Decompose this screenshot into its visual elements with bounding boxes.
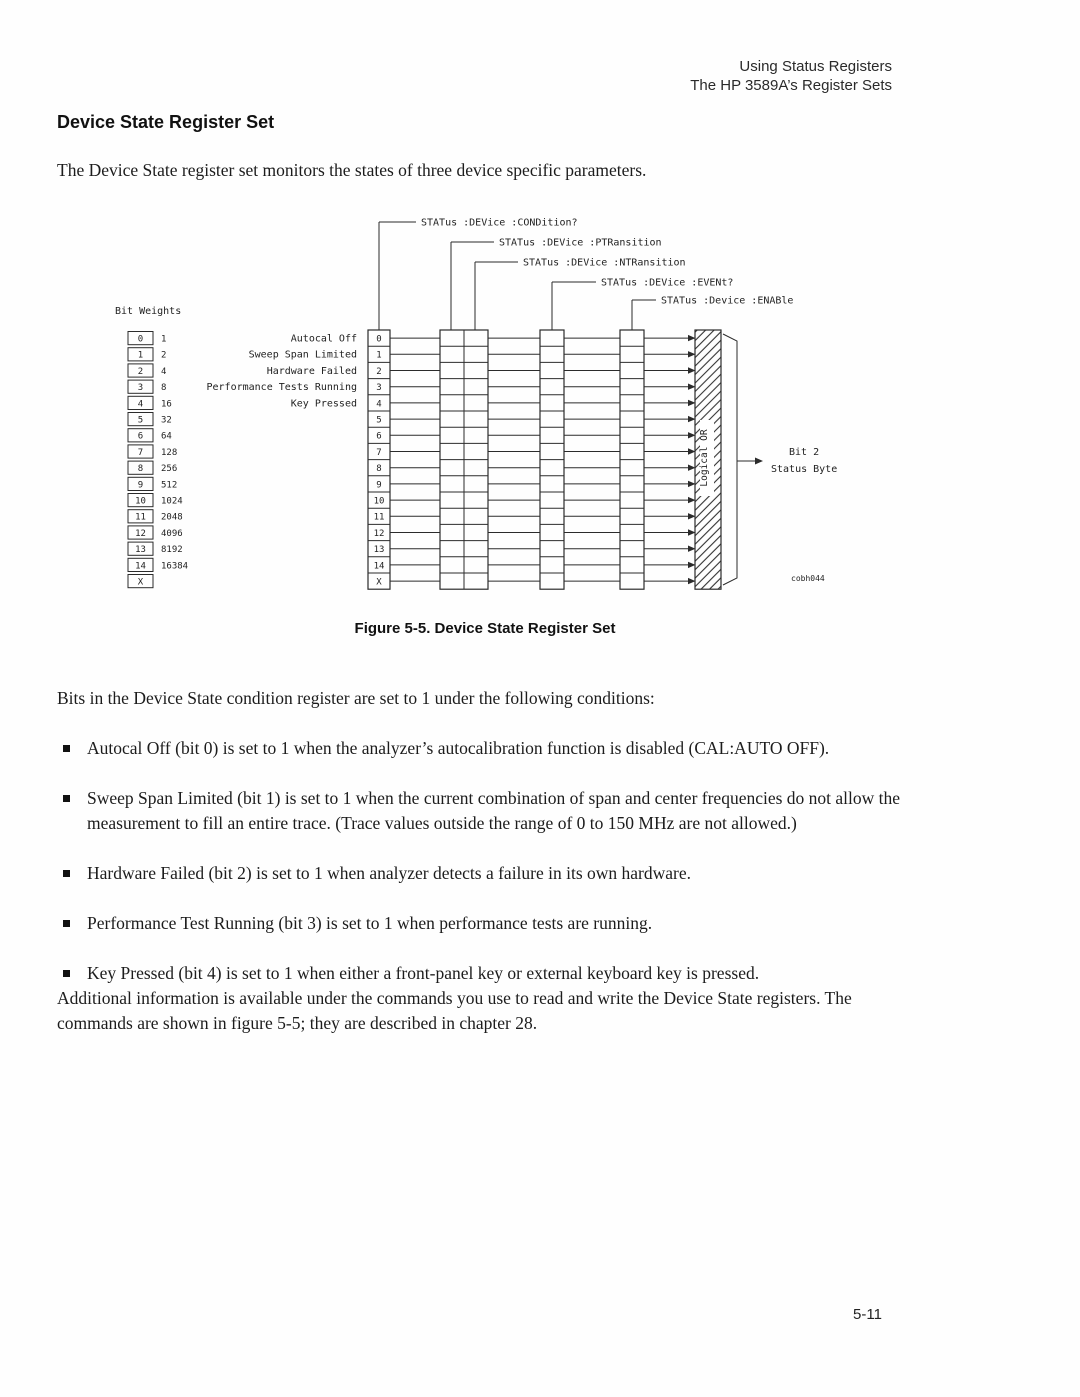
condition-register-bit-number: 0 xyxy=(376,334,382,345)
register-stack-grid xyxy=(368,346,390,573)
arrowhead-icon xyxy=(688,400,696,406)
section-title: Device State Register Set xyxy=(57,112,275,132)
arrowhead-icon xyxy=(688,481,696,487)
status-byte-bracket xyxy=(723,334,737,585)
bit-weights-title: Bit Weights xyxy=(115,306,182,317)
bit-function-label: Autocal Off xyxy=(290,333,357,345)
intro-paragraph: The Device State register set monitors the states of three device specific parameters. xyxy=(57,160,647,180)
figure-code: cobh044 xyxy=(791,574,825,583)
status-command-label: STATus :Device :ENABle xyxy=(661,295,794,307)
arrowhead-icon xyxy=(688,351,696,357)
bit-weight-box-number: 14 xyxy=(135,561,146,572)
arrowhead-icon xyxy=(688,432,696,438)
status-byte-bit-label: Bit 2 xyxy=(789,447,820,458)
bit-weight-value: 2048 xyxy=(161,512,183,523)
condition-register-bit-number: 10 xyxy=(373,496,385,507)
bullet-square-icon xyxy=(63,920,70,927)
register-stack-grid xyxy=(440,330,488,589)
arrowhead-icon xyxy=(688,546,696,552)
page-number: 5-11 xyxy=(853,1306,882,1323)
bullet-square-icon xyxy=(63,795,70,802)
diagram-lines xyxy=(379,222,688,581)
bit-weight-value: 8 xyxy=(161,383,167,394)
bit-weight-value: 16 xyxy=(161,399,172,410)
running-header xyxy=(690,57,892,95)
bit-weight-value: 2 xyxy=(161,350,167,361)
bit-weight-box-number: 6 xyxy=(137,431,144,442)
condition-register-bit-number: 2 xyxy=(376,366,382,377)
condition-register-bit-number: X xyxy=(376,577,382,588)
register-set-diagram xyxy=(105,208,865,608)
closing-paragraph: Additional information is available under the commands you use to read and write the Device State registers. The commands are shown in figure 5-5; they are described in chapter 28. xyxy=(57,988,852,1033)
bit-weight-value: 64 xyxy=(161,431,172,442)
bit-weight-box-number: 7 xyxy=(137,447,144,458)
condition-register-bit-number: 8 xyxy=(376,464,382,475)
bullet-square-icon xyxy=(63,970,70,977)
bullet-text: Key Pressed (bit 4) is set to 1 when either a front-panel key or external keyboard key is pressed. xyxy=(87,963,760,983)
condition-register-bit-number: 12 xyxy=(373,528,385,539)
figure-caption: Figure 5-5. Device State Register Set xyxy=(354,620,616,637)
condition-register-bit-number: 13 xyxy=(373,545,385,556)
bit-weight-box-number: 1 xyxy=(137,350,144,361)
logical-or-label: Logical OR xyxy=(699,429,710,487)
bit-weight-value: 128 xyxy=(161,447,178,458)
arrowhead-icon xyxy=(688,529,696,535)
bullet-item-hardware-failed xyxy=(57,861,919,886)
bullet-item-key-pressed xyxy=(57,961,919,986)
status-byte-arrowhead-icon xyxy=(755,458,763,465)
arrowhead-icon xyxy=(688,578,696,584)
condition-register-bit-number: 5 xyxy=(376,415,382,426)
bit-weight-value: 1024 xyxy=(161,496,183,507)
arrowhead-icon xyxy=(688,367,696,373)
bit-weight-box-number: 3 xyxy=(137,383,144,394)
condition-register-bit-number: 7 xyxy=(376,447,382,458)
bullet-square-icon xyxy=(63,870,70,877)
status-command-label: STATus :DEVice :PTRansition xyxy=(499,237,662,249)
bit-weight-box-number: 13 xyxy=(135,545,146,556)
bit-weight-value: 32 xyxy=(161,415,172,426)
conditions-intro: Bits in the Device State condition register are set to 1 under the following conditions: xyxy=(57,688,655,708)
bit-weight-value: 4096 xyxy=(161,528,183,539)
arrowhead-icon xyxy=(688,562,696,568)
condition-register-bit-number: 11 xyxy=(373,512,385,523)
bit-weight-box-number: 9 xyxy=(137,480,144,491)
bit-weight-box-number: 12 xyxy=(135,528,146,539)
arrowhead-icon xyxy=(688,497,696,503)
bit-weight-box-number: 2 xyxy=(137,366,144,377)
bit-weight-value: 256 xyxy=(161,464,178,475)
diagram-text xyxy=(115,218,837,588)
bullet-text: Autocal Off (bit 0) is set to 1 when the analyzer’s autocalibration function is disabled (CAL:AUTO OFF). xyxy=(87,738,830,758)
bullet-item-autocal-off xyxy=(57,736,919,761)
bit-weight-box-number: 4 xyxy=(137,399,144,410)
bit-weight-value: 1 xyxy=(161,334,167,345)
status-command-label: STATus :DEVice :CONDition? xyxy=(421,217,578,229)
bit-function-label: Sweep Span Limited xyxy=(248,349,357,361)
arrowhead-icon xyxy=(688,465,696,471)
bit-weight-value: 16384 xyxy=(161,561,189,572)
bit-weight-box-number: 8 xyxy=(137,464,144,475)
bullet-item-performance-test-running xyxy=(57,911,919,936)
bit-function-label: Hardware Failed xyxy=(266,365,357,377)
condition-register-bit-number: 6 xyxy=(376,431,382,442)
bit-weight-value: 8192 xyxy=(161,545,183,556)
register-stack-grid xyxy=(540,346,564,573)
status-command-label: STATus :DEVice :NTRansition xyxy=(523,257,686,269)
status-command-label: STATus :DEVice :EVENt? xyxy=(601,277,734,289)
condition-register-bit-number: 3 xyxy=(376,383,382,394)
bit-weight-value: 4 xyxy=(161,366,167,377)
arrowhead-icon xyxy=(688,416,696,422)
bit-weight-box-number: 11 xyxy=(135,512,146,523)
condition-register-bit-number: 14 xyxy=(373,561,385,572)
bullet-item-sweep-span-limited xyxy=(57,786,919,836)
condition-register-bit-number: 9 xyxy=(376,480,382,491)
running-header-line1: Using Status Registers xyxy=(739,58,892,75)
condition-register-bit-number: 1 xyxy=(376,350,382,361)
bit-function-label: Performance Tests Running xyxy=(206,382,357,394)
bullet-text: Performance Test Running (bit 3) is set to 1 when performance tests are running. xyxy=(87,913,653,933)
arrowhead-icon xyxy=(688,384,696,390)
figure-device-state-register-set xyxy=(105,208,865,637)
bullet-text: Sweep Span Limited (bit 1) is set to 1 when the current combination of span and center frequencies do not allow the measurement to fill an entire trace. (Trace values outside the range of 0 to 150 MHz are not allowed.) xyxy=(87,788,901,833)
bit-weight-value: 512 xyxy=(161,480,178,491)
register-stack-grid xyxy=(620,346,644,573)
condition-register-bit-number: 4 xyxy=(376,399,382,410)
running-header-line2: The HP 3589A’s Register Sets xyxy=(690,77,892,94)
arrowhead-icon xyxy=(688,335,696,341)
bit-weight-box-number: 10 xyxy=(135,496,146,507)
bullet-square-icon xyxy=(63,745,70,752)
bit-weight-box-number: 0 xyxy=(137,334,144,345)
bit-weight-box-number: 5 xyxy=(137,415,144,426)
bullet-text: Hardware Failed (bit 2) is set to 1 when analyzer detects a failure in its own hardware. xyxy=(87,863,692,883)
status-byte-label: Status Byte xyxy=(771,464,838,475)
arrowhead-icon xyxy=(688,513,696,519)
bit-function-label: Key Pressed xyxy=(290,398,357,410)
arrowhead-icon xyxy=(688,448,696,454)
bit-weight-box-number: X xyxy=(137,577,144,588)
body-text xyxy=(57,686,919,1036)
